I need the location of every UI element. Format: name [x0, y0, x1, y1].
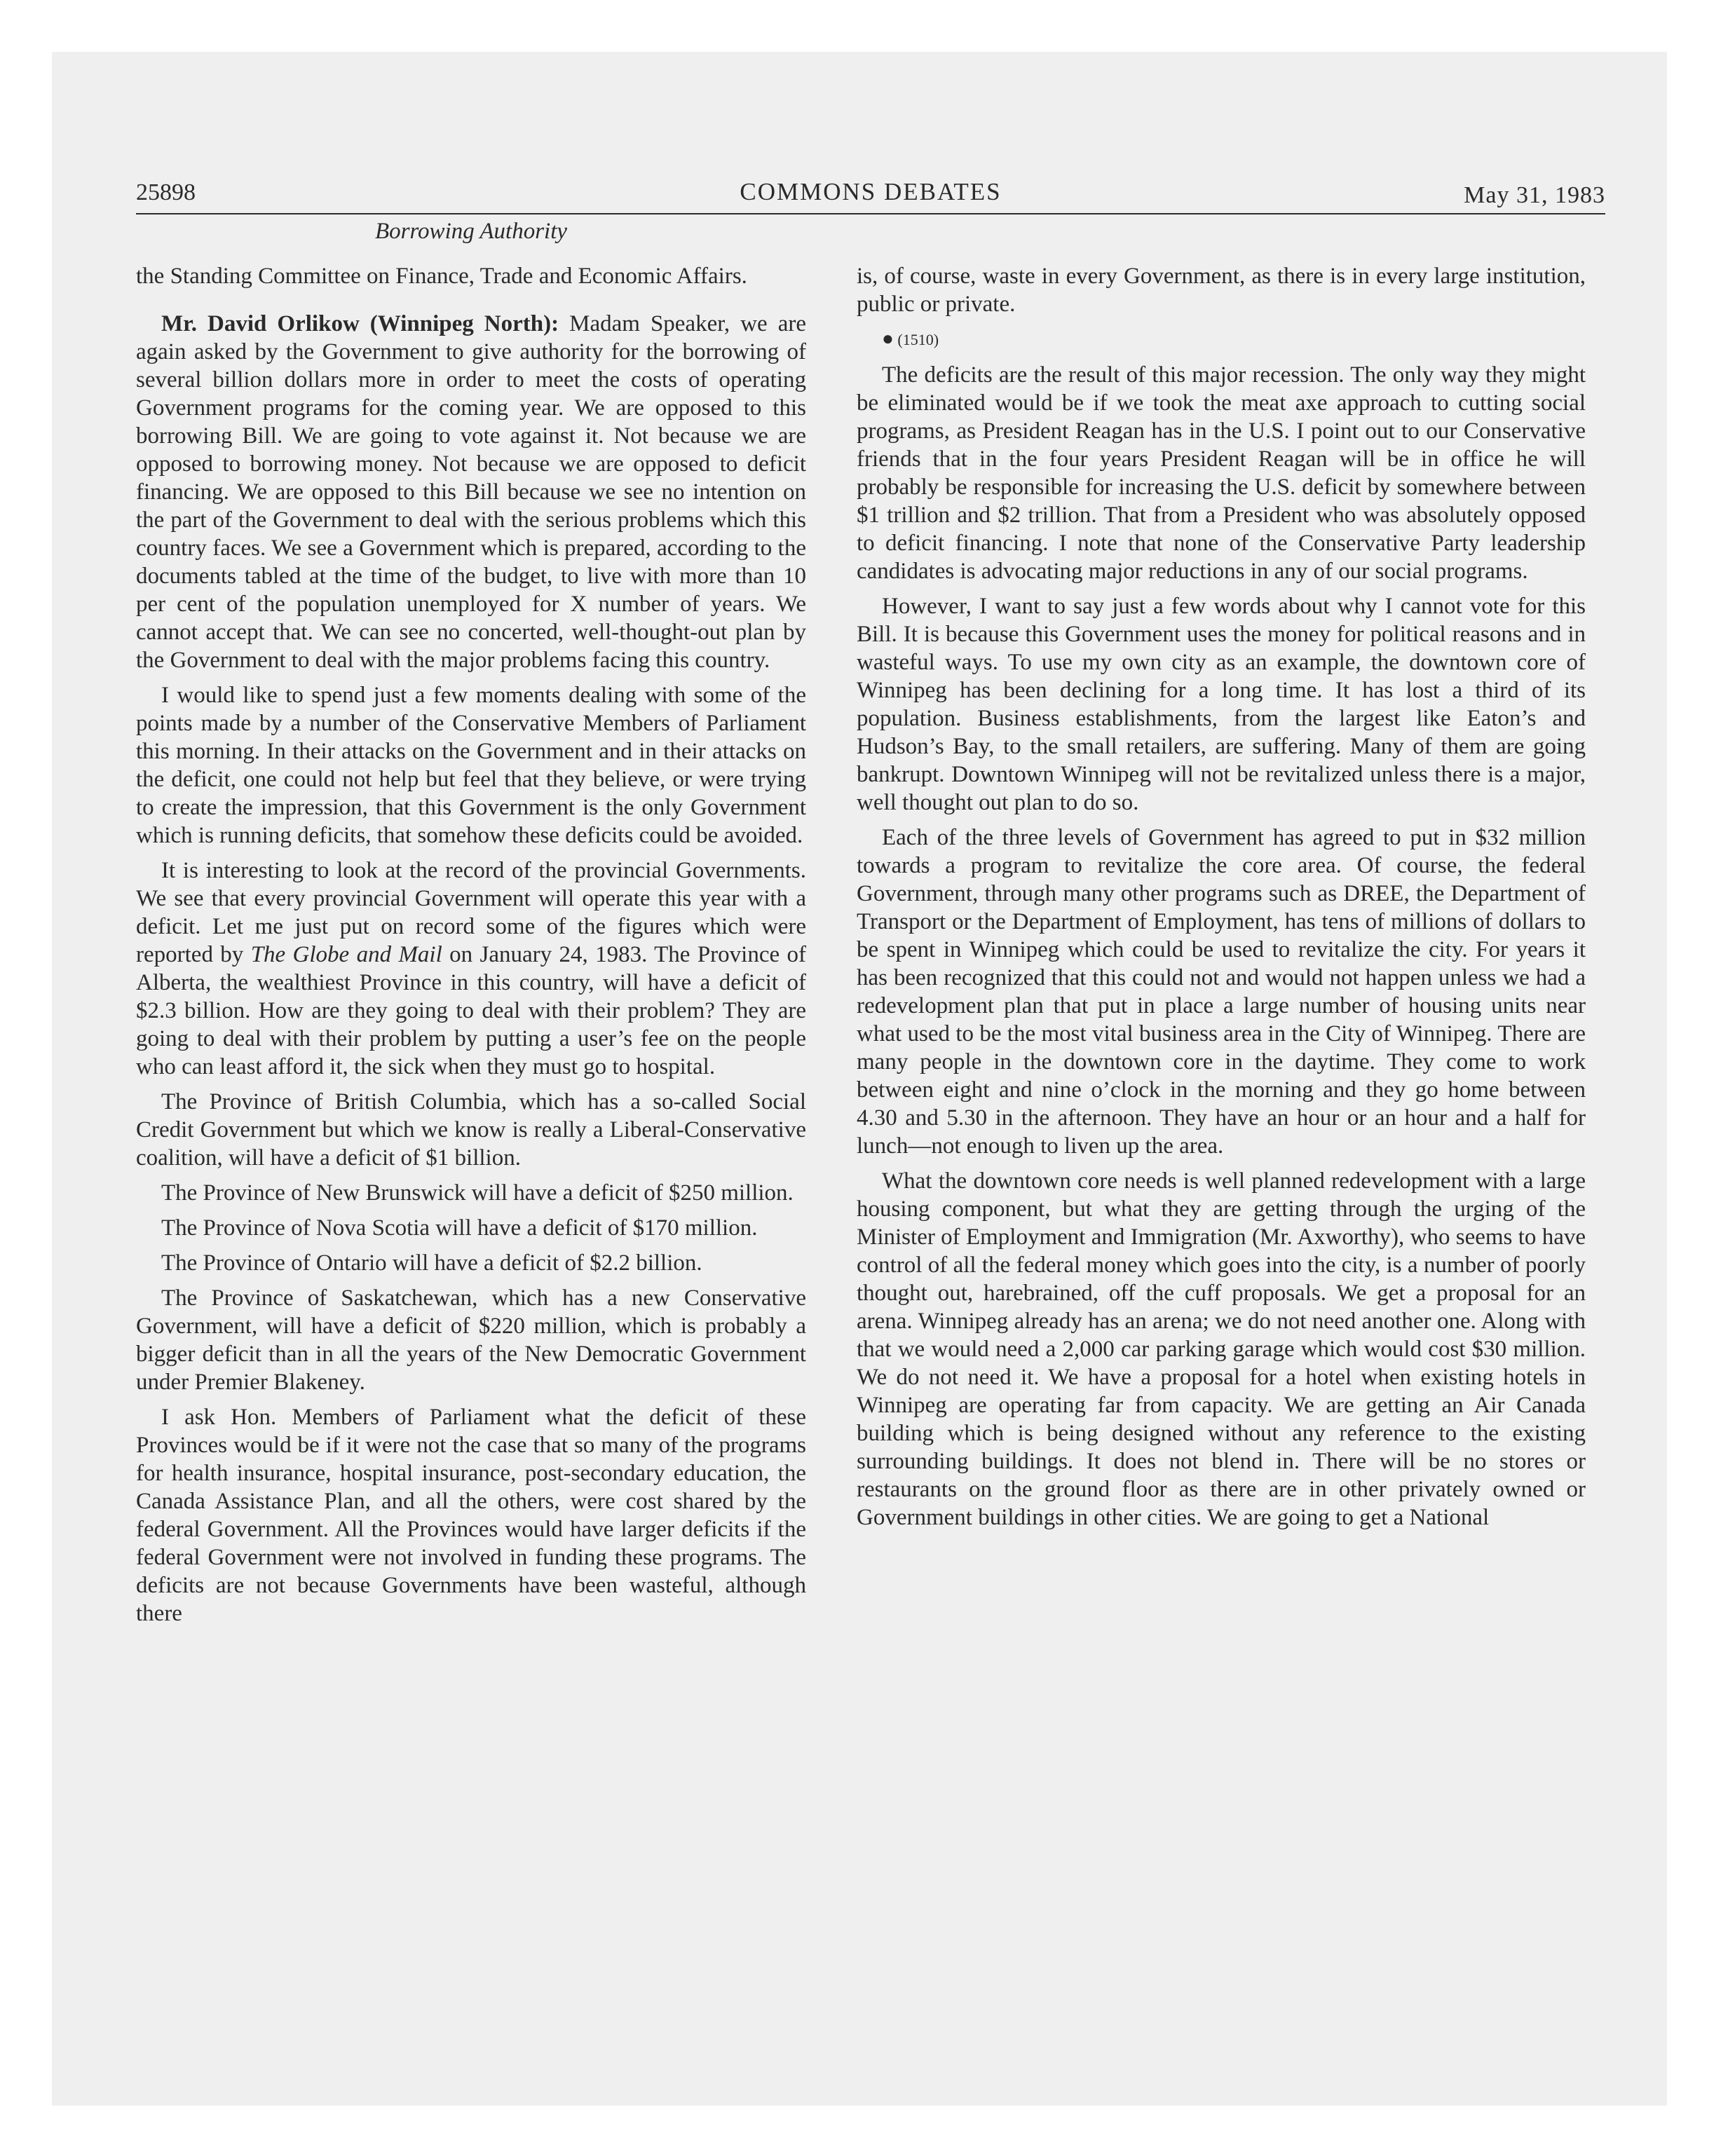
paragraph-text: It is interesting to look at the record of the provincial Governments. We see that every provincial Government will operate this year with a deficit. Let me just put on record some of the figures which were reported by [136, 858, 806, 967]
journal-title: COMMONS DEBATES [740, 178, 1002, 205]
paragraph: The Province of Saskatchewan, which has a new Conservative Government, will have a deficit of $220 million, which is probably a bigger deficit than in all the years of the New Democratic Government under Premier Blakeney. [136, 1285, 806, 1395]
right-column [857, 262, 1586, 1538]
paragraph: What the downtown core needs is well planned redevelopment with a large housing component, but what they are getting through the urging of the Minister of Employment and Immigration (Mr. Axworthy), who seems to have control of all the federal money which goes into the city, is a number of poorly thought out, harebrained, off the cuff proposals. We get a proposal for an arena. Winnipeg already has an arena; we do not need another one. Along with that we would need a 2,000 car parking garage which would cost $30 million. We do not need it. We have a proposal for a hotel when existing hotels in Winnipeg are operating far from capacity. We are getting an Air Canada building which is being designed without any reference to the existing surrounding buildings. It does not blend in. There will be no stores or restaurants on the ground floor as there are in other privately owned or Government buildings in other cities. We are going to get a National [857, 1168, 1586, 1530]
paragraph: The Province of Ontario will have a deficit of $2.2 billion. [161, 1250, 702, 1276]
paragraph: However, I want to say just a few words about why I cannot vote for this Bill. It is because this Government uses the money for political reasons and in wasteful ways. To use my own city as an example, the downtown core of Winnipeg has been declining for a long time. It has lost a third of its population. Business establishments, from the largest like Eaton’s and Hudson’s Bay, to the small retailers, are suffering. Many of them are going bankrupt. Downtown Winnipeg will not be revitalized unless there is a major, well thought out plan to do so. [857, 594, 1586, 815]
speech-paragraph [136, 310, 806, 674]
paragraph: I ask Hon. Members of Parliament what the deficit of these Provinces would be if it were not the case that so many of the programs for health insurance, hospital insurance, post-secondary education, the Canada Assistance Plan, and all the others, were cost shared by the federal Government. All the Provinces would have larger deficits if the federal Government were not involved in funding these programs. The deficits are not because Governments have been wasteful, although there [136, 1405, 806, 1626]
page-number: 25898 [136, 179, 196, 205]
paragraph: I would like to spend just a few moments dealing with some of the points made by a number of the Conservative Members of Parliament this morning. In their attacks on the Government and in their attacks on the deficit, one could not help but feel that they believe, or were trying to create the impression, that this Government is the only Government which is running deficits, that somehow these deficits could be avoided. [136, 683, 806, 848]
left-column [136, 262, 806, 1635]
bullet-icon: ● [882, 328, 894, 350]
header-rule [136, 213, 1605, 214]
time-marker [857, 325, 1586, 354]
paragraph: The Province of New Brunswick will have a deficit of $250 million. [161, 1180, 794, 1206]
newspaper-title: The Globe and Mail [250, 942, 442, 967]
paragraph: The deficits are the result of this major recession. The only way they might be eliminated would be if we took the meat axe approach to cutting social programs, as President Reagan has in the U.S. I point out to our Conservative friends that in the four years President Reagan will be in office he will probably be responsible for increasing the U.S. deficit by somewhere between $1 trillion and $2 trillion. That from a President who was absolutely opposed to deficit financing. I note that none of the Conservative Party leadership candidates is advocating major reductions in any of our social programs. [857, 362, 1586, 584]
paragraph: The Province of Nova Scotia will have a deficit of $170 million. [161, 1215, 758, 1241]
issue-date: May 31, 1983 [1464, 182, 1605, 208]
scanned-page [52, 52, 1667, 2106]
paragraph-text: on January 24, 1983. The Province of Alberta, the wealthiest Province in this country, will have a deficit of $2.3 billion. How are they going to deal with their problem? They are going to deal with their problem by putting a user’s fee on the people who can least afford it, the sick when they must go to hospital. [136, 942, 806, 1079]
paragraph: the Standing Committee on Finance, Trade and Economic Affairs. [136, 264, 747, 289]
paragraph: Each of the three levels of Government has agreed to put in $32 million towards a program to revitalize the core area. Of course, the federal Government, through many other programs such as DREE, the Department of Transport or the Department of Employment, has tens of millions of dollars to be spent in Winnipeg which could be used to revitalize the city. For years it has been recognized that this could not and would not happen unless we had a redevelopment plan that put in place a large number of housing units near what used to be the most vital business area in the City of Winnipeg. There are many people in the downtown core in the daytime. They come to work between eight and nine o’clock in the morning and they go home between 4.30 and 5.30 in the afternoon. They have an hour or an hour and a half for lunch—not enough to liven up the area. [857, 825, 1586, 1159]
paragraph: is, of course, waste in every Government, as there is in every large institution, public or private. [857, 264, 1586, 317]
speaker-name: Mr. David Orlikow (Winnipeg North): [161, 311, 559, 336]
speech-text: Madam Speaker, we are again asked by the Government to give authority for the borrowing of several billion dollars more in order to meet the costs of operating Government programs for the coming year. We are opposed to this borrowing Bill. We are going to vote against it. Not because we are opposed to borrowing money. Not because we are opposed to deficit financing. We are opposed to this Bill because we see no intention on the part of the Government to deal with the serious problems which this country faces. We see a Government which is prepared, according to the documents tabled at the time of the budget, to live with more than 10 per cent of the population unemployed for X number of years. We cannot accept that. We can see no concerted, well-thought-out plan by the Government to deal with the major problems facing this country. [136, 311, 806, 673]
paragraph: The Province of British Columbia, which has a so-called Social Credit Government but which we know is really a Liberal-Conservative coalition, will have a deficit of $1 billion. [136, 1089, 806, 1171]
paragraph [136, 857, 806, 1081]
section-heading: Borrowing Authority [374, 219, 568, 244]
time-marker-text: (1510) [897, 331, 939, 348]
page-header [136, 170, 1605, 212]
